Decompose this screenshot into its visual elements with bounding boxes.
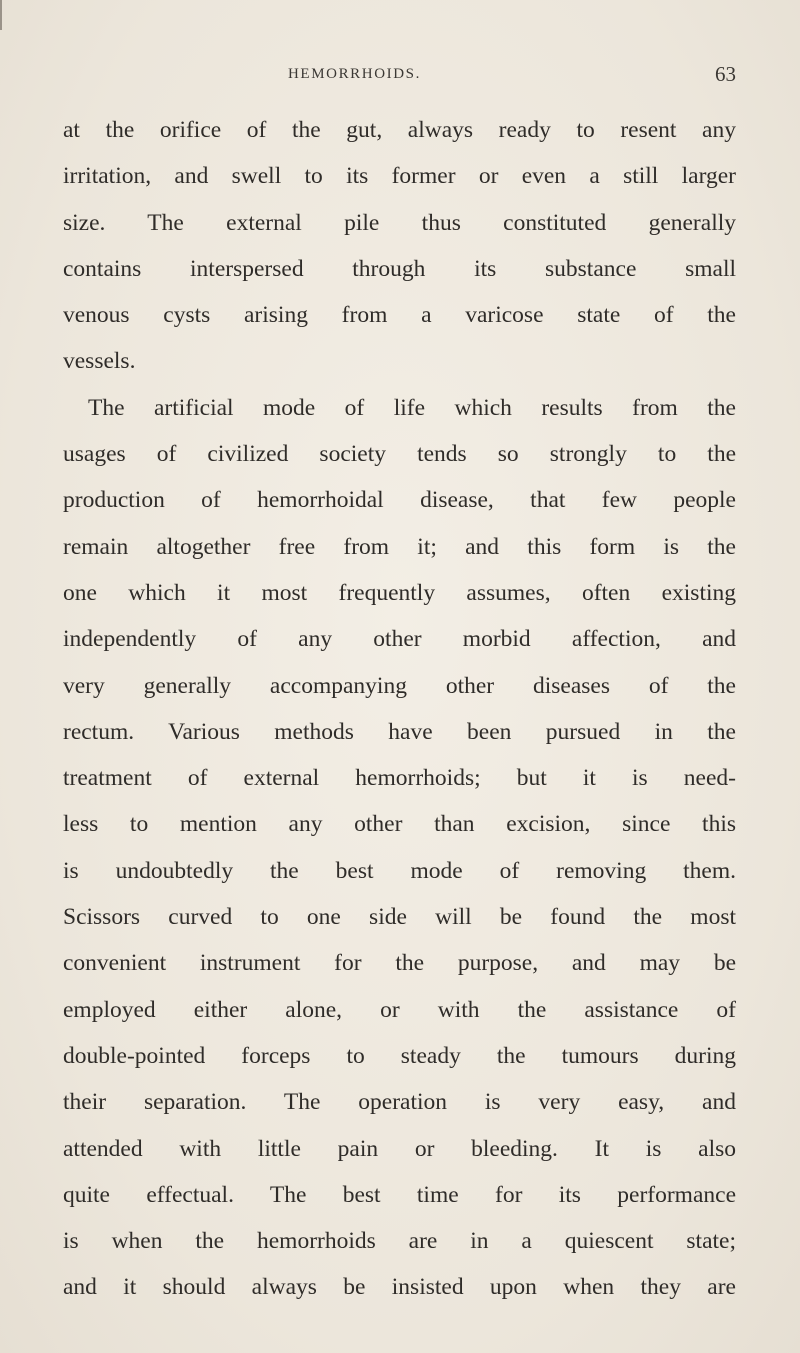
text-line: Scissors curved to one side will be found the most [63, 904, 736, 931]
text-line: very generally accompanying other diseases of the [63, 672, 736, 699]
text-line: size. The external pile thus constituted generally [63, 209, 736, 236]
text-line: production of hemorrhoidal disease, that few people [63, 487, 736, 514]
text-line: treatment of external hemorrhoids; but it is need- [63, 765, 736, 792]
text-line: employed either alone, or with the assistance of [63, 996, 736, 1023]
paragraph-first-line: The artificial mode of life which results from the [88, 394, 736, 421]
text-line: usages of civilized society tends so strongly to the [63, 441, 736, 468]
paragraph-end-line: vessels. [63, 348, 136, 375]
body-text [63, 107, 736, 1311]
text-line: independently of any other morbid affection, and [63, 626, 736, 653]
text-line: rectum. Various methods have been pursued in the [63, 718, 736, 745]
running-header [0, 62, 800, 90]
text-line: quite effectual. The best time for its performance [63, 1181, 736, 1208]
text-line: less to mention any other than excision, since this [63, 811, 736, 838]
text-line: is undoubtedly the best mode of removing them. [63, 857, 736, 884]
text-line: double-pointed forceps to steady the tumours during [63, 1042, 736, 1069]
text-line: is when the hemorrhoids are in a quiescent state; [63, 1228, 736, 1255]
page-number: 63 [715, 62, 736, 86]
text-line: venous cysts arising from a varicose state of the [63, 302, 736, 329]
text-line: and it should always be insisted upon when they are [63, 1274, 736, 1301]
running-title: HEMORRHOIDS. [288, 66, 421, 82]
text-line: contains interspersed through its substance small [63, 255, 736, 282]
text-line: at the orifice of the gut, always ready to resent any [63, 117, 736, 143]
text-line: remain altogether free from it; and this form is the [63, 533, 736, 560]
text-line: their separation. The operation is very easy, and [63, 1089, 736, 1116]
page-edge-mark [0, 0, 2, 30]
text-line: convenient instrument for the purpose, and may be [63, 950, 736, 977]
text-line: one which it most frequently assumes, often existing [63, 579, 736, 606]
text-line: irritation, and swell to its former or even a still larger [63, 163, 736, 190]
text-line: attended with little pain or bleeding. It is also [63, 1135, 736, 1162]
